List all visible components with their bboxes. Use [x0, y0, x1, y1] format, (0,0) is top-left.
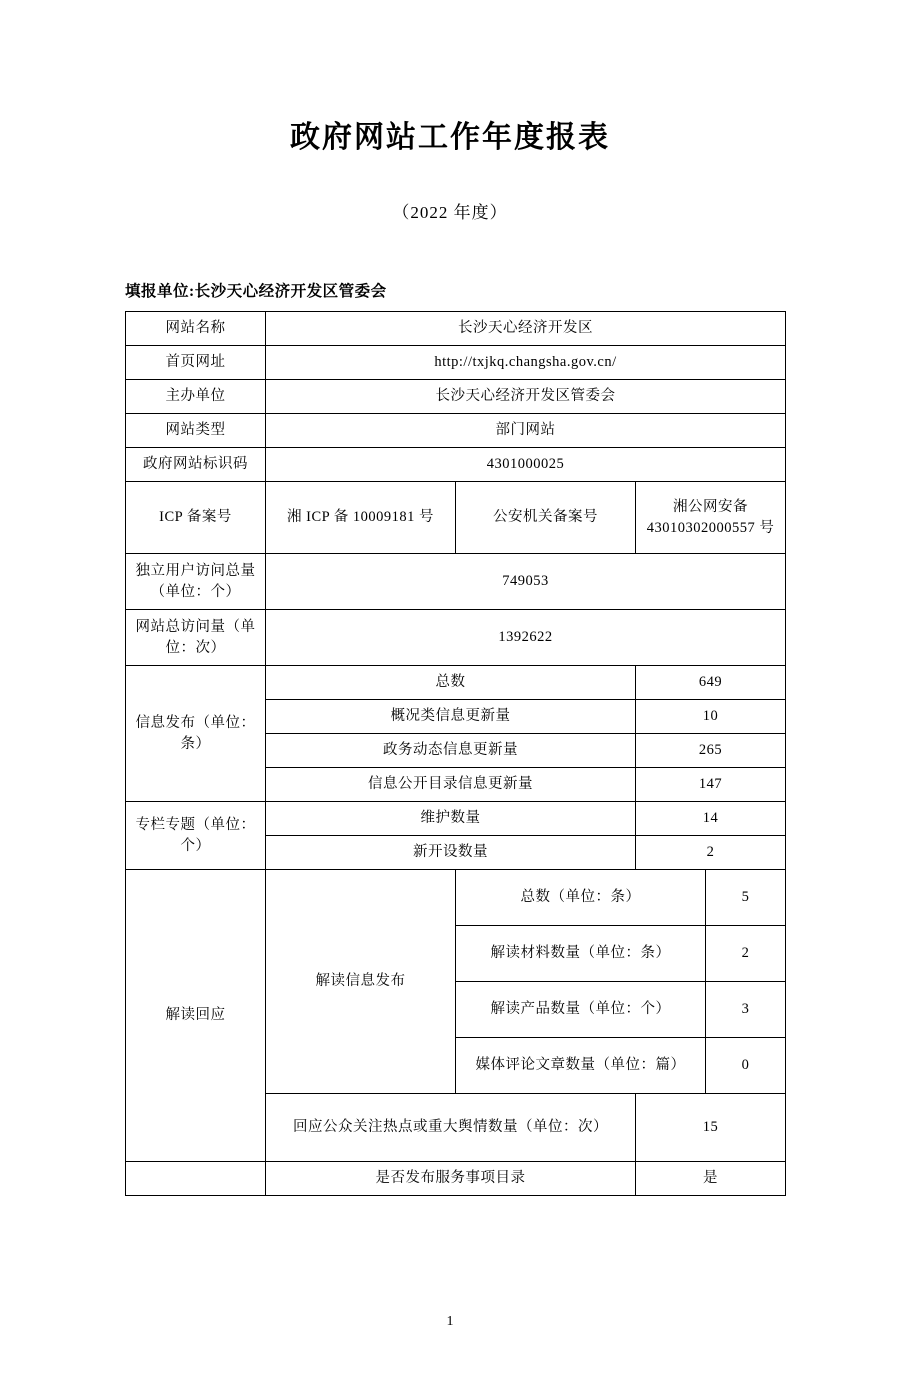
table-row: [126, 610, 786, 666]
interpretation-row-name: 解读材料数量（单位：条）: [456, 926, 706, 982]
empty-cell: [126, 1162, 266, 1196]
police-record-value: 湘公网安备 43010302000557 号: [636, 482, 786, 554]
interpretation-row-value: 2: [706, 926, 786, 982]
site-code-label: 政府网站标识码: [126, 448, 266, 482]
special-column-row-value: 14: [636, 802, 786, 836]
table-row: [126, 554, 786, 610]
info-publish-row-name: 政务动态信息更新量: [266, 734, 636, 768]
police-record-label: 公安机关备案号: [456, 482, 636, 554]
response-value: 15: [636, 1094, 786, 1162]
interpretation-label: 解读回应: [126, 870, 266, 1162]
annual-report-table: [125, 311, 786, 1196]
info-publish-label: 信息发布（单位：条）: [126, 666, 266, 802]
site-name-label: 网站名称: [126, 312, 266, 346]
table-row: [126, 802, 786, 836]
icp-label: ICP 备案号: [126, 482, 266, 554]
special-column-label: 专栏专题（单位：个）: [126, 802, 266, 870]
unique-visitors-label: 独立用户访问总量（单位：个）: [126, 554, 266, 610]
table-row: [126, 870, 786, 926]
special-column-row-name: 维护数量: [266, 802, 636, 836]
special-column-row-name: 新开设数量: [266, 836, 636, 870]
interpretation-row-value: 5: [706, 870, 786, 926]
interpretation-row-name: 媒体评论文章数量（单位：篇）: [456, 1038, 706, 1094]
response-label: 回应公众关注热点或重大舆情数量（单位：次）: [266, 1094, 636, 1162]
interpretation-row-value: 3: [706, 982, 786, 1038]
site-type-value: 部门网站: [266, 414, 786, 448]
table-row: [126, 482, 786, 554]
table-row: [126, 414, 786, 448]
special-column-row-value: 2: [636, 836, 786, 870]
total-visits-label: 网站总访问量（单位：次）: [126, 610, 266, 666]
info-publish-row-name: 总数: [266, 666, 636, 700]
table-row: [126, 312, 786, 346]
table-row: [126, 380, 786, 414]
homepage-value: http://txjkq.changsha.gov.cn/: [266, 346, 786, 380]
table-row: [126, 346, 786, 380]
table-row: [126, 448, 786, 482]
table-row: [126, 666, 786, 700]
interpretation-row-name: 解读产品数量（单位：个）: [456, 982, 706, 1038]
info-publish-row-value: 649: [636, 666, 786, 700]
organizer-label: 主办单位: [126, 380, 266, 414]
page-title: 政府网站工作年度报表: [290, 120, 610, 155]
page-number: 1: [446, 1314, 454, 1329]
info-publish-row-value: 265: [636, 734, 786, 768]
info-publish-row-name: 概况类信息更新量: [266, 700, 636, 734]
organizer-value: 长沙天心经济开发区管委会: [266, 380, 786, 414]
document-subtitle: （2022 年度）: [392, 203, 508, 222]
info-publish-row-name: 信息公开目录信息更新量: [266, 768, 636, 802]
interpretation-row-name: 总数（单位：条）: [456, 870, 706, 926]
service-catalog-value: 是: [636, 1162, 786, 1196]
site-code-value: 4301000025: [266, 448, 786, 482]
interpretation-publish-label: 解读信息发布: [266, 870, 456, 1094]
fill-unit-line: 填报单位:长沙天心经济开发区管委会: [125, 283, 387, 300]
homepage-label: 首页网址: [126, 346, 266, 380]
interpretation-row-value: 0: [706, 1038, 786, 1094]
site-type-label: 网站类型: [126, 414, 266, 448]
icp-value: 湘 ICP 备 10009181 号: [266, 482, 456, 554]
info-publish-row-value: 147: [636, 768, 786, 802]
info-publish-row-value: 10: [636, 700, 786, 734]
total-visits-value: 1392622: [266, 610, 786, 666]
service-catalog-label: 是否发布服务事项目录: [266, 1162, 636, 1196]
table-row: [126, 1162, 786, 1196]
document-page: [0, 112, 900, 1384]
unique-visitors-value: 749053: [266, 554, 786, 610]
site-name-value: 长沙天心经济开发区: [266, 312, 786, 346]
